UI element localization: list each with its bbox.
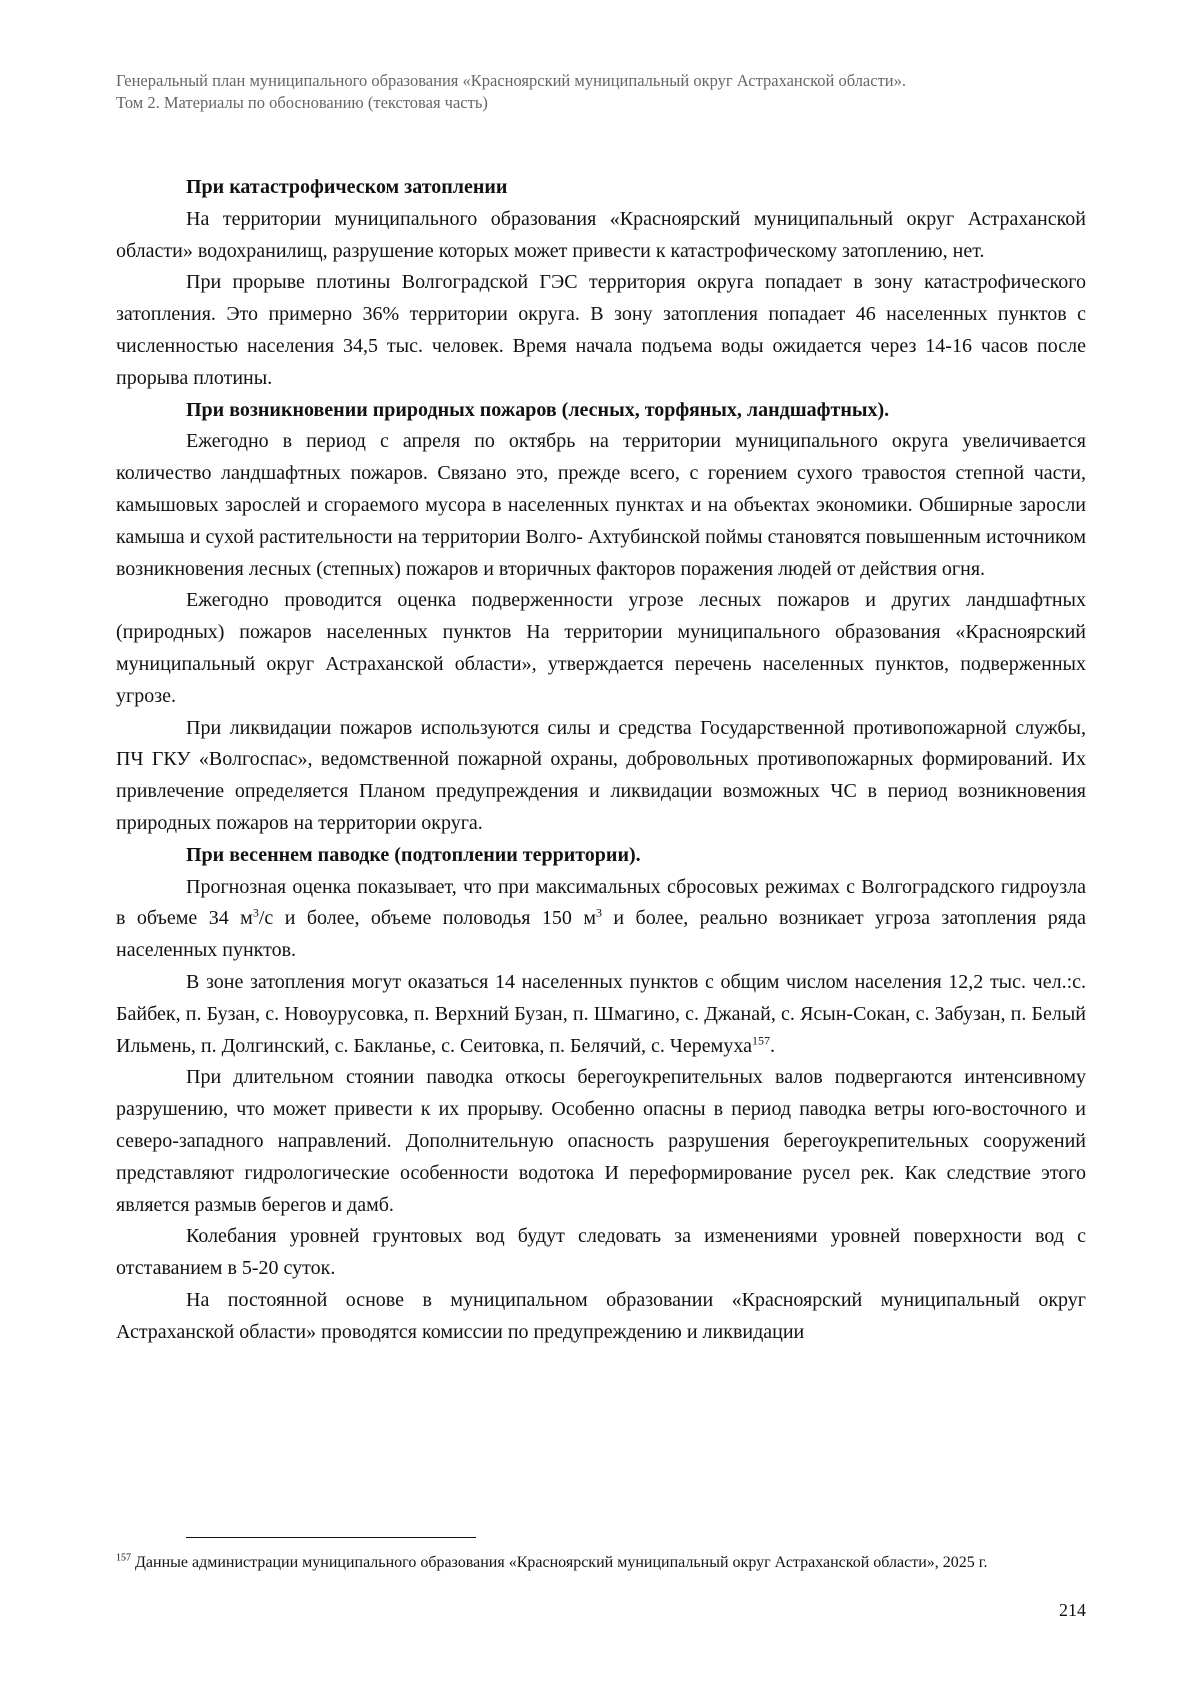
paragraph: Ежегодно в период с апреля по октябрь на территории муниципального округа увеличивается количество ландшафтных пожаров. Связано это, прежде всего, с горением сухого травостоя степной части, камышовых зарослей и сгораемого мусора в населенных пунктах и на объектах экономики. Обширные заросли камыша и сухой растительности на территории Волго- Ахтубинской поймы становятся повышенным источником возникновения лесных (степных) пожаров и вторичных факторов поражения людей от действия огня. [116,430,1086,580]
footnote-body: Данные администрации муниципального образования «Красноярский муниципальный округ Астраханской области», 2025 г. [131,1554,988,1571]
paragraph [116,967,1086,1062]
paragraph: Ежегодно проводится оценка подверженности угрозе лесных пожаров и других ландшафтных (природных) пожаров населенных пунктов На территории муниципального образования «Красноярский муниципальный округ Астраханской области», утверждается перечень населенных пунктов, подверженных угрозе. [116,589,1086,707]
running-header [116,70,1086,114]
footnote-mark: 157 [116,1552,131,1564]
page-body [116,172,1086,1348]
paragraph-text: Прогнозная оценка показывает, что при максимальных сбросовых режимах с Волгоградского гидроузла в объеме 34 м [116,875,1086,930]
paragraph: При прорыве плотины Волгоградской ГЭС территория округа попадает в зону катастрофического затопления. Это примерно 36% территории округа. В зону затопления попадает 46 населенных пунктов с численностью населения 34,5 тыс. человек. Время начала подъема воды ожидается через 14-16 часов после прорыва плотины. [116,271,1086,389]
page-number: 214 [1059,1600,1086,1620]
paragraph [116,872,1086,967]
header-line-2: Том 2. Материалы по обоснованию (текстовая часть) [116,93,488,112]
section-heading-natural-fires: При возникновении природных пожаров (лесных, торфяных, ландшафтных). [186,398,890,421]
section-heading-catastrophic-flood: При катастрофическом затоплении [186,176,508,198]
paragraph: При ликвидации пожаров используются силы и средства Государственной противопожарной службы, ПЧ ГКУ «Волгоспас», ведомственной пожарной охраны, добровольных противопожарных формирований. Их привлечение определяется Планом предупреждения и ликвидации возможных ЧС в период возникновения природных пожаров на территории округа. [116,716,1086,834]
footnote-separator [186,1537,476,1538]
paragraph-text: В зоне затопления могут оказаться 14 населенных пунктов с общим числом населения 12,2 тыс. чел.:с. Байбек, п. Бузан, с. Новоурусовка, п. Верхний Бузан, п. Шмагино, с. Джанай, с. Ясын-Сокан, с. Забузан, п. Белый Ильмень, п. Долгинский, с. Бакланье, с. Сеитовка, п. Белячий, с. Черемуха [116,970,1086,1057]
superscript: 3 [595,905,602,920]
paragraph: При длительном стоянии паводка откосы берегоукрепительных валов подвергаются интенсивному разрушению, что может привести к их прорыву. Особенно опасны в период паводка ветры юго-восточного и северо-западного направлений. Дополнительную опасность разрушения берегоукрепительных сооружений представляют гидрологические особенности водотока И переформирование русел рек. Как следствие этого является размыв берегов и дамб. [116,1066,1086,1216]
paragraph-text: /с и более, объеме половодья 150 м [258,907,596,930]
header-line-1: Генеральный план муниципального образования «Красноярский муниципальный округ Астраханской области». [116,71,906,90]
footnote-text [116,1551,1086,1575]
section-heading-spring-flood: При весеннем паводке (подтоплении территории). [186,843,641,866]
paragraph: Колебания уровней грунтовых вод будут следовать за изменениями уровней поверхности вод с отставанием в 5-20 суток. [116,1225,1086,1280]
paragraph-text: и более, реально возникает угроза затопления ряда населенных пунктов. [116,907,1087,962]
footnote-reference[interactable]: 157 [751,1032,770,1047]
paragraph-text: . [769,1034,775,1057]
superscript: 3 [252,905,259,920]
paragraph: На территории муниципального образования «Красноярский муниципальный округ Астраханской области» водохранилищ, разрушение которых может привести к катастрофическому затоплению, нет. [116,207,1086,262]
footnote [116,1551,1086,1575]
paragraph: На постоянной основе в муниципальном образовании «Красноярский муниципальный округ Астраханской области» проводятся комиссии по предупреждению и ликвидации [116,1288,1086,1343]
